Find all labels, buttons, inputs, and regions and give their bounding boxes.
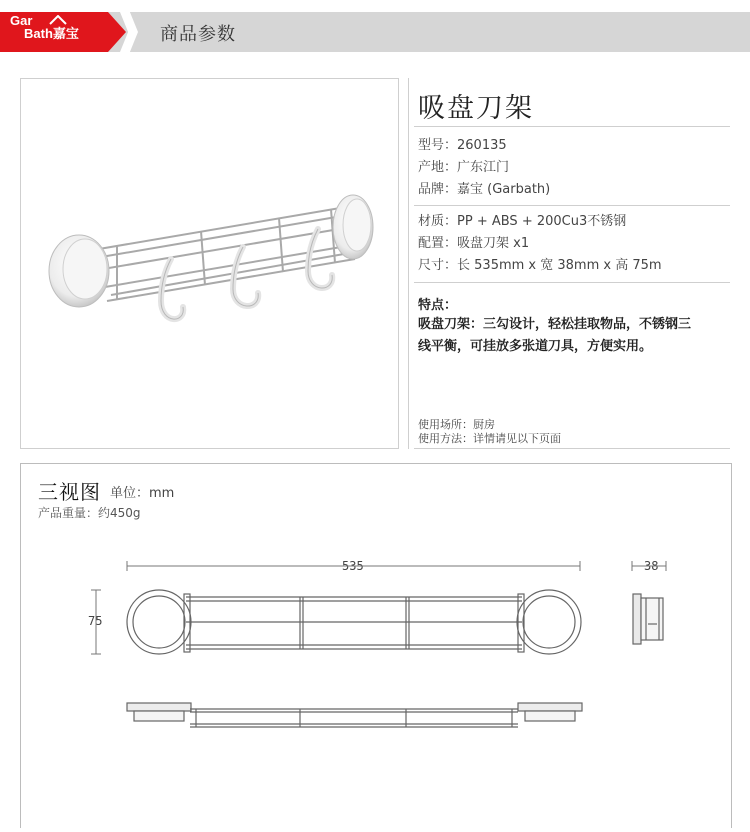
logo-text-gar: Gar bbox=[10, 13, 33, 28]
knife-rack-illustration bbox=[21, 79, 398, 448]
usage-method: 使用方法：详情请见以下页面 bbox=[418, 432, 561, 445]
divider bbox=[414, 205, 730, 206]
spec-brand: 品牌：嘉宝 (Garbath) bbox=[418, 182, 551, 197]
features-text: 吸盘刀架：三勾设计，轻松挂取物品，不锈钢三 线平衡，可挂放多张道刀具，方便实用。 bbox=[418, 317, 692, 354]
unit-label: 单位：mm bbox=[110, 486, 175, 501]
features-heading: 特点： bbox=[418, 298, 458, 313]
spec-material: 材质：PP + ABS + 200Cu3不锈钢 bbox=[418, 214, 627, 229]
spec-model: 型号：260135 bbox=[418, 138, 507, 153]
product-weight: 产品重量：约450g bbox=[38, 506, 141, 520]
product-photo bbox=[20, 78, 399, 449]
spec-size: 尺寸：长 535mm x 宽 38mm x 高 75m bbox=[418, 258, 662, 273]
divider bbox=[414, 126, 730, 127]
divider bbox=[414, 282, 730, 283]
dimension-length: 535 bbox=[338, 559, 368, 573]
divider bbox=[414, 448, 730, 449]
three-view-title: 三视图 bbox=[38, 480, 101, 504]
spec-config: 配置：吸盘刀架 x1 bbox=[418, 236, 530, 251]
usage-place: 使用场所：厨房 bbox=[418, 418, 495, 431]
page-title: 商品参数 bbox=[160, 24, 236, 45]
spec-origin: 产地：广东江门 bbox=[418, 160, 510, 175]
dimension-width: 38 bbox=[644, 559, 659, 573]
column-divider bbox=[408, 78, 409, 449]
house-icon bbox=[49, 15, 67, 25]
logo-text-bath: Bath嘉宝 bbox=[24, 26, 79, 41]
product-name: 吸盘刀架 bbox=[418, 93, 534, 124]
dimension-height: 75 bbox=[88, 614, 103, 628]
